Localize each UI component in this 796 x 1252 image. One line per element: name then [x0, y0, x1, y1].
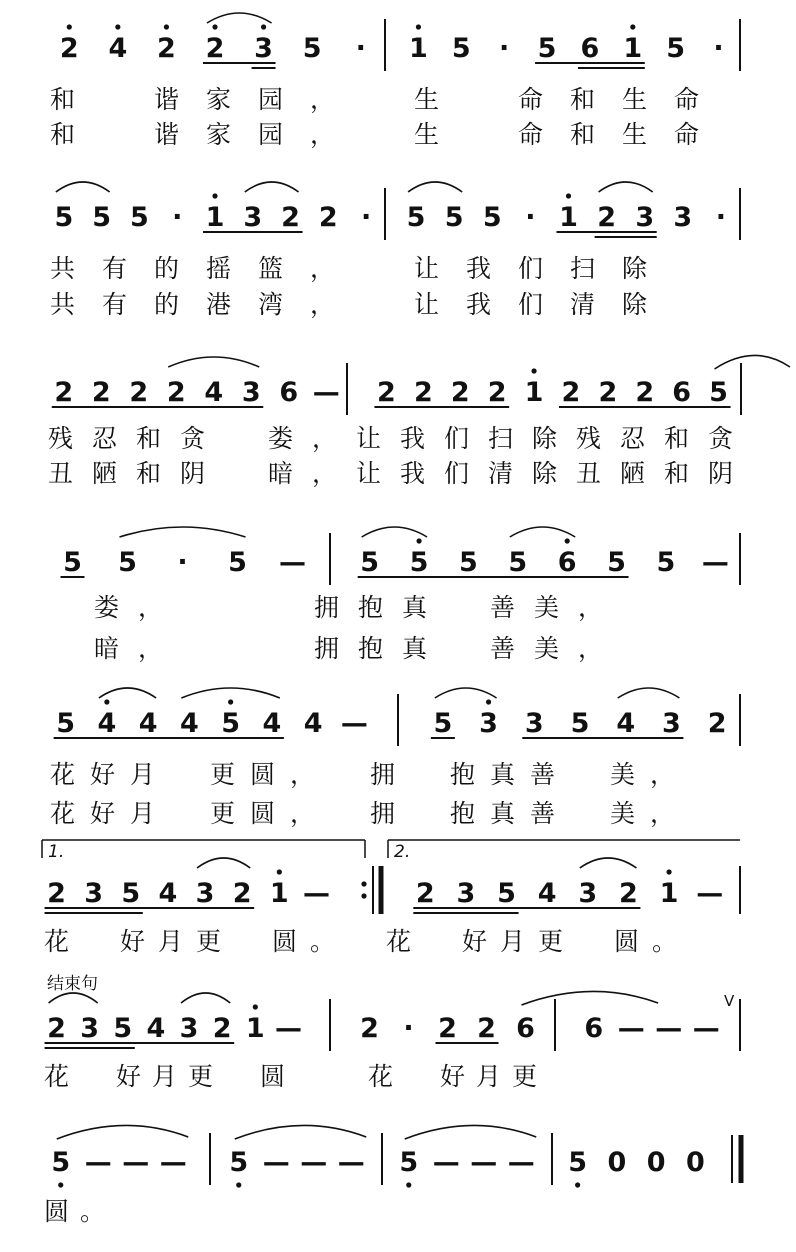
sustain-dash: — — [300, 1147, 328, 1178]
lyric-char: 清 — [570, 290, 596, 319]
augmentation-dot: · — [172, 202, 183, 233]
lyric-char: 暗 — [94, 634, 120, 663]
lyric-char: 和 — [570, 120, 596, 149]
high-octave-dot — [67, 24, 72, 29]
lyric-char: 花 — [44, 1062, 70, 1091]
sustain-dash: — — [692, 1013, 720, 1044]
note-digit: 5 — [666, 33, 686, 64]
augmentation-dot: · — [525, 202, 536, 233]
sustain-dash: — — [696, 878, 724, 909]
high-octave-dot — [486, 699, 491, 704]
note-digit: 5 — [221, 708, 241, 739]
lyric-char: 有 — [102, 290, 128, 319]
note-digit: 1 — [409, 33, 428, 64]
lyric-char: 陋 — [620, 459, 646, 488]
note-digit: 5 — [607, 547, 626, 578]
lyric-char: 们 — [518, 290, 544, 319]
lyric-char: 更 — [512, 1062, 538, 1091]
lyric-char: 的 — [154, 290, 180, 319]
lyric-char: 让 — [414, 254, 440, 283]
lyric-char: 好 — [90, 760, 116, 789]
note-digit: 3 — [80, 1013, 100, 1044]
note-digit: 3 — [578, 878, 598, 909]
note-digit: 6 — [672, 377, 692, 408]
note-digit: 4 — [108, 33, 128, 64]
lyric-char: 月 — [152, 1062, 178, 1091]
note-digit: 6 — [557, 547, 577, 578]
high-octave-dot — [115, 24, 120, 29]
note-digit: 1 — [245, 1013, 265, 1044]
lyric-char: 家 — [206, 85, 232, 114]
lyric-char: 好 — [440, 1062, 466, 1091]
note-digit: 2 — [54, 377, 74, 408]
note-digit: 2 — [477, 1013, 496, 1044]
note-digit: 5 — [406, 202, 426, 233]
lyric-char: 美 — [534, 593, 560, 622]
note-digit: 3 — [84, 878, 104, 909]
lyric-char: 美 — [534, 634, 560, 663]
note-digit: 2 — [59, 33, 79, 64]
note-digit: 5 — [444, 202, 464, 233]
note-digit: 3 — [479, 708, 498, 739]
lyric-char: 家 — [206, 120, 232, 149]
lyric-char: 抱 — [358, 593, 384, 622]
note-digit: 5 — [482, 202, 502, 233]
note-digit: 4 — [262, 708, 282, 739]
augmentation-dot: · — [499, 33, 510, 64]
lyric-char: 除 — [532, 424, 558, 453]
lyric-char: 湾 — [258, 290, 284, 319]
lyric-char: 除 — [532, 459, 558, 488]
lyric-char: ， — [138, 593, 164, 622]
lyric-char: 好 — [462, 927, 488, 956]
high-octave-dot — [228, 699, 233, 704]
note-digit: 5 — [302, 33, 322, 64]
lyric-char: 花 — [386, 927, 412, 956]
lyric-char: 谐 — [154, 85, 180, 114]
note-digit: 2 — [415, 878, 435, 909]
lyric-char: 月 — [476, 1062, 502, 1091]
note-digit: 1 — [524, 377, 544, 408]
lyric-char: 暗 — [268, 459, 294, 488]
lyric-char: 。 — [310, 927, 336, 956]
lyric-char: 和 — [664, 459, 690, 488]
lyric-char: 生 — [622, 120, 648, 149]
augmentation-dot: · — [355, 33, 366, 64]
lyric-char: ， — [578, 634, 604, 663]
note-digit: 5 — [459, 547, 478, 578]
note-digit: 1 — [559, 202, 578, 233]
sustain-dash: — — [122, 1147, 150, 1178]
note-digit: 5 — [54, 202, 74, 233]
lyric-char: 我 — [466, 254, 492, 283]
lyric-char: 圆 — [44, 1197, 70, 1226]
note-digit: 2 — [450, 377, 470, 408]
note-digit: 5 — [399, 1147, 419, 1178]
sustain-dash: — — [701, 547, 729, 578]
lyric-char: 生 — [414, 120, 440, 149]
lyric-char: 除 — [622, 290, 648, 319]
lyric-char: 娄 — [268, 424, 294, 453]
low-octave-dot — [406, 1182, 411, 1187]
lyric-char: ， — [650, 799, 676, 828]
lyric-char: 月 — [500, 927, 526, 956]
lyric-char: 更 — [188, 1062, 214, 1091]
note-digit: 0 — [685, 1147, 705, 1178]
lyric-char: 扫 — [488, 424, 514, 453]
note-digit: 5 — [113, 1013, 133, 1044]
note-digit: 2 — [561, 377, 581, 408]
lyric-char: 好 — [120, 927, 146, 956]
lyric-char: 美 — [610, 799, 636, 828]
lyric-char: 谐 — [154, 120, 180, 149]
lyric-char: 善 — [530, 760, 556, 789]
note-digit: 5 — [433, 708, 453, 739]
lyric-char: 和 — [570, 85, 596, 114]
note-digit: 5 — [568, 1147, 588, 1178]
note-digit: 3 — [179, 1013, 199, 1044]
lyric-char: 我 — [466, 290, 492, 319]
lyric-char: 摇 — [206, 254, 232, 283]
note-digit: 1 — [659, 878, 679, 909]
note-digit: 2 — [129, 377, 149, 408]
note-digit: 4 — [138, 708, 158, 739]
sustain-dash: — — [655, 1013, 683, 1044]
high-octave-dot — [212, 24, 217, 29]
lyric-char: 们 — [444, 459, 470, 488]
note-digit: 2 — [635, 377, 655, 408]
note-digit: 0 — [607, 1147, 627, 1178]
sustain-dash: — — [279, 547, 306, 578]
high-octave-dot — [565, 538, 570, 543]
volta-label-2: 2. — [394, 842, 411, 862]
note-digit: 3 — [524, 708, 544, 739]
low-octave-dot — [58, 1182, 63, 1187]
note-digit: 5 — [570, 708, 590, 739]
lyric-char: 生 — [414, 85, 440, 114]
lyric-char: 和 — [136, 459, 162, 488]
note-digit: 2 — [413, 377, 433, 408]
note-digit: 4 — [158, 878, 178, 909]
sustain-dash: — — [262, 1147, 290, 1178]
high-octave-dot — [566, 193, 571, 198]
note-digit: 6 — [584, 1013, 604, 1044]
note-digit: 5 — [451, 33, 471, 64]
note-digit: 0 — [646, 1147, 666, 1178]
lyric-char: 圆 — [250, 760, 276, 789]
lyric-char: 篮 — [258, 254, 284, 283]
lyric-char: 花 — [44, 927, 70, 956]
lyric-char: 美 — [610, 760, 636, 789]
note-digit: 4 — [616, 708, 636, 739]
note-digit: 3 — [635, 202, 655, 233]
lyric-char: 们 — [444, 424, 470, 453]
high-octave-dot — [416, 538, 421, 543]
low-octave-dot — [575, 1182, 580, 1187]
lyric-char: 丑 — [48, 459, 74, 488]
lyric-char: 娄 — [94, 593, 120, 622]
lyric-char: 善 — [490, 634, 516, 663]
lyric-char: ， — [310, 290, 336, 319]
note-digit: 5 — [229, 1147, 249, 1178]
lyric-char: ， — [138, 634, 164, 663]
note-digit: 6 — [279, 377, 299, 408]
sustain-dash: — — [507, 1147, 535, 1178]
lyric-char: ， — [290, 760, 316, 789]
lyric-char: 和 — [136, 424, 162, 453]
lyric-char: 我 — [400, 424, 426, 453]
lyric-char: 花 — [50, 799, 76, 828]
lyric-char: 们 — [518, 254, 544, 283]
note-digit: 2 — [47, 1013, 66, 1044]
high-octave-dot — [666, 869, 671, 874]
lyric-char: 共 — [50, 290, 76, 319]
sustain-dash: — — [432, 1147, 460, 1178]
note-digit: 2 — [707, 708, 727, 739]
note-digit: 4 — [146, 1013, 166, 1044]
lyric-char: 命 — [674, 120, 700, 149]
note-digit: 5 — [130, 202, 149, 233]
lyric-char: 的 — [154, 254, 180, 283]
note-digit: 5 — [497, 878, 516, 909]
lyric-char: 月 — [130, 760, 156, 789]
note-digit: 1 — [269, 878, 289, 909]
lyric-char: 抱 — [450, 799, 476, 828]
note-digit: 5 — [709, 377, 728, 408]
note-digit: 3 — [241, 377, 261, 408]
note-digit: 4 — [537, 878, 557, 909]
lyric-char: ， — [310, 85, 336, 114]
augmentation-dot: · — [715, 202, 727, 233]
lyric-char: 花 — [368, 1062, 394, 1091]
note-digit: 2 — [166, 377, 186, 408]
note-digit: 2 — [487, 377, 507, 408]
lyric-char: 和 — [50, 85, 76, 114]
lyric-char: 让 — [414, 290, 440, 319]
sustain-dash: — — [274, 1013, 302, 1044]
high-octave-dot — [630, 24, 635, 29]
lyric-char: ， — [578, 593, 604, 622]
note-digit: 4 — [303, 708, 323, 739]
high-octave-dot — [261, 24, 266, 29]
note-digit: 2 — [377, 377, 396, 408]
lyric-char: 我 — [400, 459, 426, 488]
sustain-dash: — — [617, 1013, 645, 1044]
lyric-char: 忍 — [620, 424, 646, 453]
lyric-char: 更 — [196, 927, 222, 956]
augmentation-dot: · — [360, 202, 372, 233]
lyric-char: 真 — [402, 593, 428, 622]
note-digit: 5 — [51, 1147, 71, 1178]
sustain-dash: — — [470, 1147, 498, 1178]
note-digit: 5 — [118, 547, 137, 578]
high-octave-dot — [253, 1004, 258, 1009]
high-octave-dot — [164, 24, 169, 29]
lyric-char: 抱 — [358, 634, 384, 663]
lyric-char: 命 — [674, 85, 700, 114]
note-digit: 2 — [597, 202, 617, 233]
lyric-char: ， — [312, 424, 338, 453]
note-digit: 4 — [179, 708, 199, 739]
lyric-char: 让 — [356, 459, 382, 488]
high-octave-dot — [104, 699, 109, 704]
lyric-char: 让 — [356, 424, 382, 453]
lyric-char: 共 — [50, 254, 76, 283]
lyric-char: 抱 — [450, 760, 476, 789]
sustain-dash: — — [302, 878, 330, 909]
lyric-char: 和 — [664, 424, 690, 453]
lyric-char: 残 — [576, 424, 602, 453]
note-digit: 2 — [232, 878, 252, 909]
lyric-char: ， — [310, 120, 336, 149]
note-digit: 3 — [243, 202, 263, 233]
augmentation-dot: · — [713, 33, 724, 64]
note-digit: 1 — [205, 202, 225, 233]
note-digit: 6 — [516, 1013, 535, 1044]
augmentation-dot: · — [177, 547, 188, 578]
repeat-dot — [361, 893, 366, 898]
sustain-dash: — — [312, 377, 340, 408]
lyric-char: 陋 — [92, 459, 118, 488]
lyric-char: 有 — [102, 254, 128, 283]
sustain-dash: — — [340, 708, 368, 739]
lyric-char: 花 — [50, 760, 76, 789]
lyric-char: 园 — [258, 120, 284, 149]
note-digit: 2 — [619, 878, 638, 909]
note-digit: 3 — [456, 878, 476, 909]
volta-label-1: 1. — [48, 842, 65, 862]
lyric-char: 善 — [490, 593, 516, 622]
lyric-char: 命 — [518, 85, 544, 114]
note-digit: 2 — [205, 33, 225, 64]
lyric-char: 真 — [490, 760, 516, 789]
high-octave-dot — [416, 24, 421, 29]
note-digit: 3 — [254, 33, 273, 64]
lyric-char: 和 — [50, 120, 76, 149]
high-octave-dot — [212, 193, 217, 198]
coda-label: 结束句 — [47, 974, 98, 994]
lyric-char: 除 — [622, 254, 648, 283]
sustain-dash: — — [84, 1147, 112, 1178]
lyric-char: 拥 — [314, 593, 340, 622]
repeat-dot — [361, 881, 366, 886]
lyric-char: 。 — [652, 927, 678, 956]
lyric-char: ， — [312, 459, 338, 488]
lyric-char: 善 — [530, 799, 556, 828]
note-digit: 1 — [623, 33, 643, 64]
lyric-char: 丑 — [576, 459, 602, 488]
sustain-dash: — — [337, 1147, 365, 1178]
breath-mark: V — [724, 992, 735, 1010]
lyric-char: 圆 — [272, 927, 298, 956]
lyric-char: 好 — [116, 1062, 142, 1091]
lyric-char: 拥 — [314, 634, 340, 663]
lyric-char: 更 — [210, 799, 236, 828]
note-digit: 5 — [63, 547, 82, 578]
augmentation-dot: · — [403, 1013, 414, 1044]
note-digit: 5 — [56, 708, 76, 739]
lyric-char: 残 — [48, 424, 74, 453]
lyric-char: 阴 — [708, 459, 734, 488]
lyric-char: 更 — [538, 927, 564, 956]
note-digit: 5 — [537, 33, 557, 64]
lyric-char: 园 — [258, 85, 284, 114]
lyric-char: 圆 — [614, 927, 640, 956]
note-digit: 5 — [409, 547, 429, 578]
note-digit: 5 — [360, 547, 380, 578]
lyric-char: 清 — [488, 459, 514, 488]
note-digit: 6 — [580, 33, 600, 64]
lyric-char: ， — [290, 799, 316, 828]
lyric-char: 更 — [210, 760, 236, 789]
note-digit: 2 — [47, 878, 66, 909]
lyric-char: 好 — [90, 799, 116, 828]
lyric-char: 拥 — [370, 799, 396, 828]
note-digit: 2 — [212, 1013, 232, 1044]
note-digit: 2 — [360, 1013, 379, 1044]
lyric-char: 贪 — [708, 424, 734, 453]
lyric-char: 。 — [80, 1197, 106, 1226]
lyric-char: 月 — [130, 799, 156, 828]
note-digit: 2 — [598, 377, 618, 408]
lyric-char: 拥 — [370, 760, 396, 789]
lyric-char: 扫 — [570, 254, 596, 283]
lyric-char: 真 — [490, 799, 516, 828]
lyric-char: 港 — [206, 290, 232, 319]
lyric-char: 阴 — [180, 459, 206, 488]
note-digit: 3 — [195, 878, 215, 909]
lyric-char: 圆 — [250, 799, 276, 828]
note-digit: 5 — [508, 547, 528, 578]
lyric-char: ， — [310, 254, 336, 283]
note-digit: 5 — [92, 202, 112, 233]
low-octave-dot — [236, 1182, 241, 1187]
note-digit: 4 — [204, 377, 224, 408]
lyric-char: 圆 — [260, 1062, 286, 1091]
note-digit: 3 — [662, 708, 681, 739]
lyric-char: 真 — [402, 634, 428, 663]
note-digit: 2 — [438, 1013, 457, 1044]
lyric-char: 贪 — [180, 424, 206, 453]
note-digit: 2 — [157, 33, 176, 64]
note-digit: 4 — [97, 708, 117, 739]
note-digit: 2 — [281, 202, 300, 233]
lyric-char: ， — [650, 760, 676, 789]
sustain-dash: — — [159, 1147, 187, 1178]
note-digit: 2 — [91, 377, 111, 408]
note-digit: 2 — [318, 202, 338, 233]
lyric-char: 忍 — [92, 424, 118, 453]
high-octave-dot — [277, 869, 282, 874]
note-digit: 3 — [673, 202, 693, 233]
note-digit: 5 — [656, 547, 676, 578]
lyric-char: 生 — [622, 85, 648, 114]
note-digit: 5 — [228, 547, 247, 578]
high-octave-dot — [531, 368, 536, 373]
lyric-char: 命 — [518, 120, 544, 149]
lyric-char: 月 — [158, 927, 184, 956]
note-digit: 5 — [121, 878, 141, 909]
